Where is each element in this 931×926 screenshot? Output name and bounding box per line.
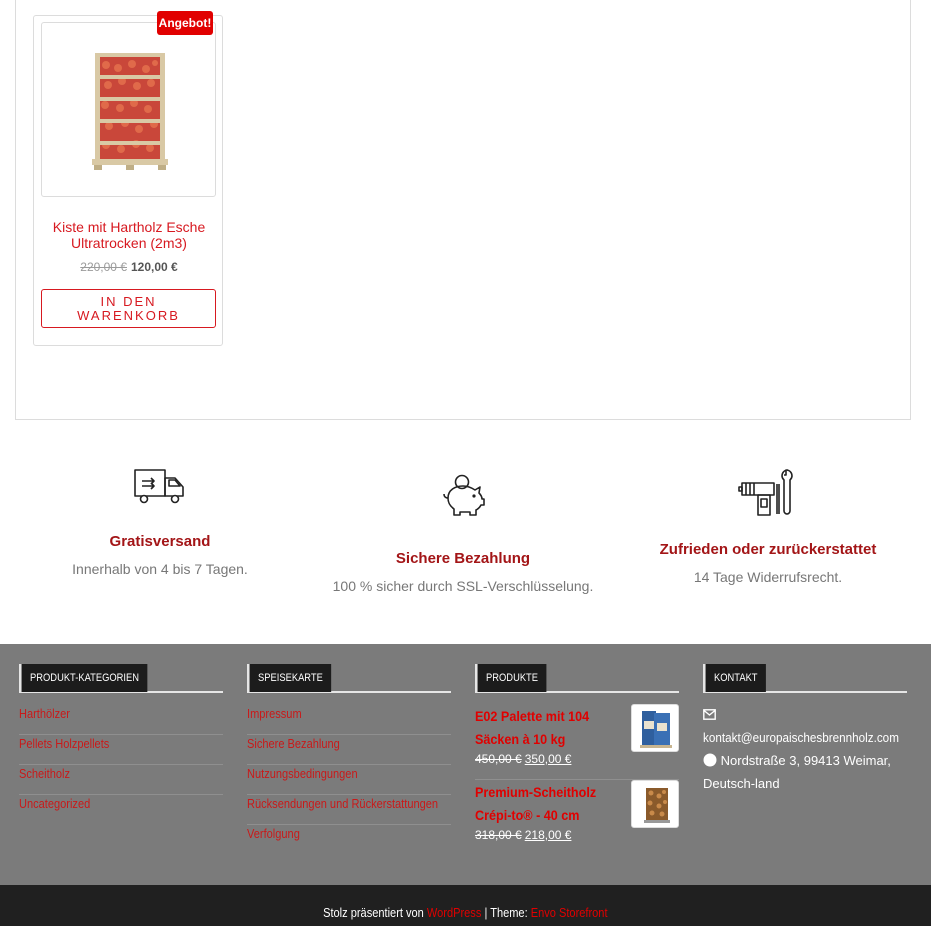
feature-satisfaction bbox=[648, 466, 888, 585]
feature-text: 14 Tage Widerrufsrecht. bbox=[693, 569, 843, 585]
footer-contact bbox=[703, 664, 907, 795]
footer-categories bbox=[19, 664, 223, 825]
product-price bbox=[34, 260, 224, 274]
product-list bbox=[475, 704, 679, 856]
menu-link[interactable]: Impressum bbox=[247, 705, 451, 735]
feature-text: 100 % sicher durch SSL-Verschlüsselung. bbox=[332, 578, 594, 594]
feature-title: Sichere Bezahlung bbox=[395, 550, 531, 567]
feature-title: Gratisversand bbox=[109, 533, 211, 550]
add-to-cart-button[interactable]: IN DEN WARENKORB bbox=[41, 289, 216, 328]
menu-list bbox=[247, 705, 451, 855]
widget-heading: KONTAKT bbox=[703, 664, 766, 692]
product-image[interactable] bbox=[41, 22, 216, 197]
menu-link[interactable]: Rücksendungen und Rückerstattungen bbox=[247, 795, 451, 825]
theme-link[interactable]: Envo Storefront bbox=[530, 905, 608, 920]
product-title[interactable]: Kiste mit Hartholz Esche Ultratrocken (2m3) bbox=[52, 219, 206, 251]
envelope-icon bbox=[703, 709, 716, 720]
menu-link[interactable]: Nutzungsbedingungen bbox=[247, 765, 451, 795]
footer bbox=[0, 644, 931, 885]
widget-heading: PRODUKTE bbox=[475, 664, 547, 692]
menu-link[interactable]: Verfolgung bbox=[247, 826, 300, 841]
piggy-bank-icon bbox=[440, 472, 486, 520]
footer-product-link[interactable]: E02 Palette mit 104 Säcken à 10 kg bbox=[475, 708, 590, 747]
widget-heading: PRODUKT-KATEGORIEN bbox=[19, 664, 147, 692]
menu-link[interactable]: Sichere Bezahlung bbox=[247, 735, 451, 765]
category-link[interactable]: Pellets Holzpellets bbox=[19, 735, 223, 765]
credits-prefix: Stolz präsentiert von bbox=[323, 905, 425, 920]
product-card bbox=[33, 15, 223, 346]
feature-free-shipping bbox=[60, 466, 260, 577]
footer-product-thumbnail[interactable] bbox=[631, 780, 679, 828]
sale-badge: Angebot! bbox=[157, 11, 213, 35]
contact-block bbox=[703, 703, 907, 795]
footer-menu bbox=[247, 664, 451, 855]
contact-address: Nordstraße 3, 99413 Weimar, Deutsch-land bbox=[703, 753, 891, 791]
credits-separator: | Theme: bbox=[484, 905, 528, 920]
price-new: 120,00 € bbox=[131, 260, 178, 274]
category-list bbox=[19, 705, 223, 825]
footer-product-link[interactable]: Premium-Scheitholz Crépi-to® - 40 cm bbox=[475, 784, 597, 823]
footer-products bbox=[475, 664, 679, 856]
footer-product-price: 450,00 € 350,00 € bbox=[475, 752, 572, 766]
footer-product-price: 318,00 € 218,00 € bbox=[475, 828, 572, 842]
location-icon bbox=[703, 753, 717, 767]
footer-credits bbox=[0, 885, 931, 926]
category-link[interactable]: Uncategorized bbox=[19, 796, 91, 811]
footer-product-item bbox=[475, 780, 679, 856]
delivery-truck-icon bbox=[133, 466, 187, 506]
product-grid bbox=[15, 0, 911, 420]
feature-title: Zufrieden oder zurückerstattet bbox=[659, 541, 877, 558]
category-link[interactable]: Harthölzer bbox=[19, 705, 223, 735]
feature-secure-payment bbox=[318, 472, 608, 594]
contact-email[interactable]: kontakt@europaischesbrennholz.com bbox=[703, 703, 907, 749]
feature-text: Innerhalb von 4 bis 7 Tagen. bbox=[72, 561, 248, 577]
widget-heading: SPEISEKARTE bbox=[247, 664, 331, 692]
wordpress-link[interactable]: WordPress bbox=[427, 905, 482, 920]
price-old: 220,00 € bbox=[80, 260, 127, 274]
tools-icon bbox=[738, 466, 798, 520]
footer-product-item bbox=[475, 704, 679, 780]
footer-product-thumbnail[interactable] bbox=[631, 704, 679, 752]
category-link[interactable]: Scheitholz bbox=[19, 765, 223, 795]
